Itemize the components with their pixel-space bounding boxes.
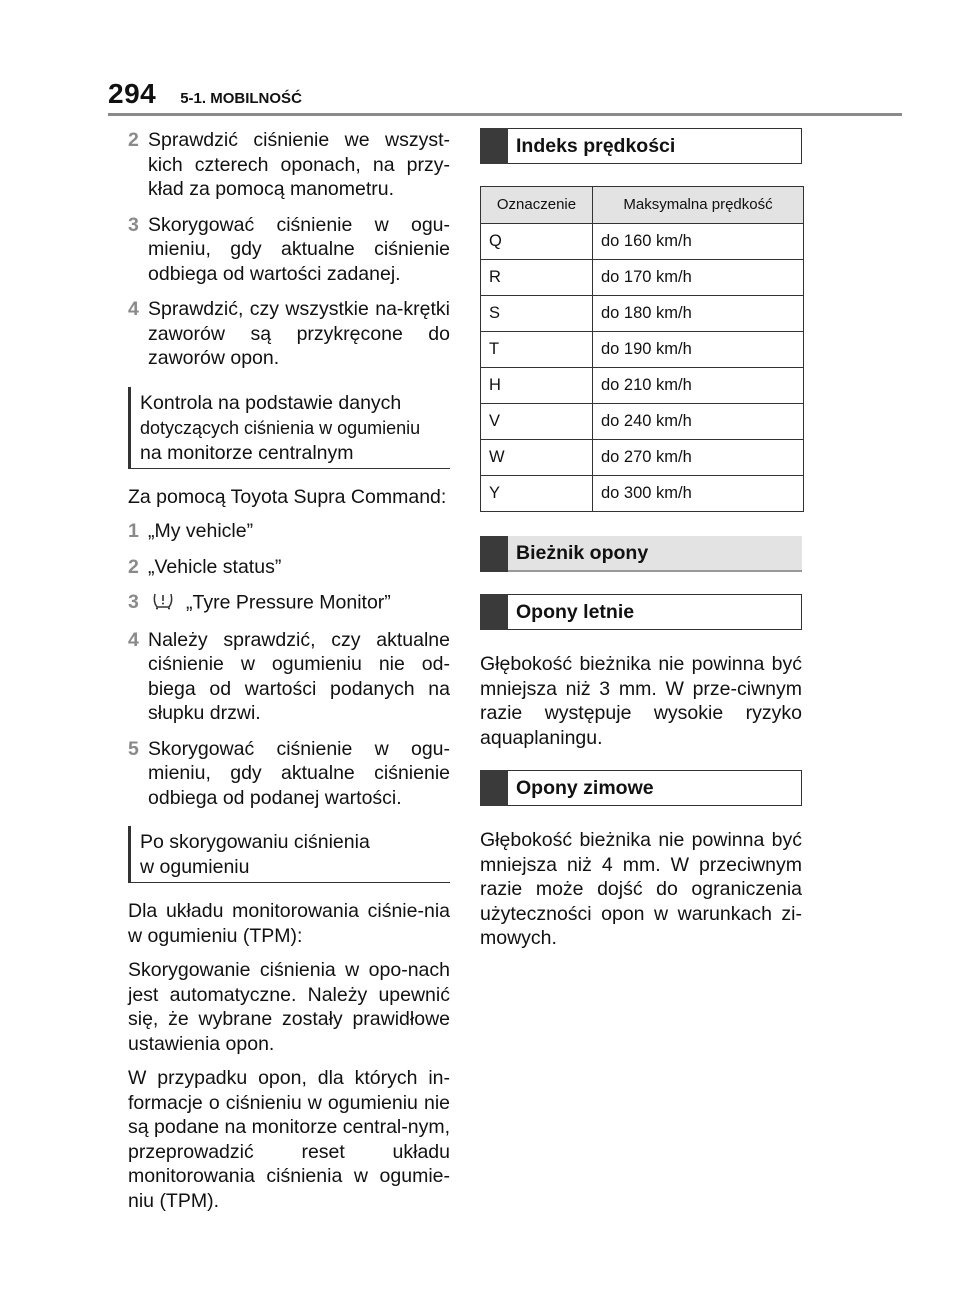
table-cell: do 270 km/h bbox=[593, 440, 804, 476]
subsection-heading-after-correction bbox=[128, 826, 450, 883]
step-number: 4 bbox=[128, 298, 139, 320]
header-divider bbox=[108, 113, 902, 116]
tyre-warning-icon bbox=[152, 590, 174, 617]
step-item bbox=[128, 737, 450, 811]
step-text: Należy sprawdzić, czy aktualne ciśnienie w ogumieniu nie od-biega od wartości podanych na słupku drzwi. bbox=[148, 628, 450, 724]
table-row bbox=[481, 260, 804, 296]
step-item bbox=[128, 213, 450, 287]
table-row bbox=[481, 476, 804, 512]
heading-label: Indeks prędkości bbox=[508, 128, 802, 164]
column-header: Oznaczenie bbox=[481, 187, 593, 224]
heading-label: Bieżnik opony bbox=[508, 536, 802, 572]
table-cell: R bbox=[481, 260, 593, 296]
winter-tyres-text: Głębokość bieżnika nie powinna być mniejsza niż 4 mm. W przeciwnym razie może dojść do ograniczenia użyteczności opon w warunkach zi-mowych. bbox=[480, 829, 802, 949]
step-text: „Vehicle status” bbox=[148, 555, 282, 578]
table-cell: do 170 km/h bbox=[593, 260, 804, 296]
table-cell: do 210 km/h bbox=[593, 368, 804, 404]
heading-label: Opony letnie bbox=[508, 594, 802, 630]
table-cell: Y bbox=[481, 476, 593, 512]
subsection-line: Po skorygowaniu ciśnienia bbox=[140, 831, 370, 853]
heading-marker bbox=[480, 128, 508, 164]
page-number: 294 bbox=[108, 78, 157, 109]
column-header: Maksymalna prędkość bbox=[593, 187, 804, 224]
page-header bbox=[108, 78, 302, 110]
table-row bbox=[481, 296, 804, 332]
speed-index-table bbox=[480, 186, 804, 512]
paragraph: Dla układu monitorowania ciśnie-nia w ogumieniu (TPM): bbox=[128, 900, 450, 947]
subsection-line: Kontrola na podstawie danych bbox=[140, 391, 402, 414]
step-item bbox=[128, 628, 450, 726]
table-row bbox=[481, 404, 804, 440]
heading-marker bbox=[480, 594, 508, 630]
step-text: „Tyre Pressure Monitor” bbox=[186, 591, 391, 614]
table-cell: T bbox=[481, 332, 593, 368]
table-row bbox=[481, 368, 804, 404]
table-cell: do 240 km/h bbox=[593, 404, 804, 440]
step-number: 2 bbox=[128, 129, 139, 151]
left-column bbox=[128, 128, 450, 1223]
speed-index-heading bbox=[480, 128, 802, 164]
summer-tyres-text: Głębokość bieżnika nie powinna być mniejsza niż 3 mm. W prze-ciwnym razie występuje wysokie ryzyko aquaplaningu. bbox=[480, 653, 802, 749]
step-text: Skorygować ciśnienie w ogu-mieniu, gdy aktualne ciśnienie odbiega od podanej wartości. bbox=[148, 737, 450, 809]
step-item bbox=[128, 297, 450, 371]
step-number: 1 bbox=[128, 520, 139, 542]
step-number: 3 bbox=[128, 591, 139, 613]
step-text: Sprawdzić, czy wszystkie na-krętki zaworów są przykręcone do zaworów opon. bbox=[148, 298, 450, 369]
paragraph: Skorygowanie ciśnienia w opo-nach jest automatyczne. Należy upewnić się, że wybrane zostały prawidłowe ustawienia opon. bbox=[128, 959, 450, 1055]
subsection-line: w ogumieniu bbox=[140, 856, 250, 878]
step-item bbox=[128, 590, 450, 617]
table-header-row bbox=[481, 187, 804, 224]
tread-heading bbox=[480, 536, 802, 572]
table-cell: do 300 km/h bbox=[593, 476, 804, 512]
subsection-line: dotyczących ciśnienia w ogumieniu bbox=[140, 417, 421, 438]
table-cell: do 160 km/h bbox=[593, 224, 804, 260]
table-cell: H bbox=[481, 368, 593, 404]
heading-label: Opony zimowe bbox=[508, 770, 802, 806]
table-row bbox=[481, 332, 804, 368]
step-number: 4 bbox=[128, 628, 139, 651]
table-row bbox=[481, 440, 804, 476]
winter-tyres-heading bbox=[480, 770, 802, 806]
table-row bbox=[481, 224, 804, 260]
step-number: 2 bbox=[128, 555, 139, 578]
subsection-heading-central-monitor bbox=[128, 387, 450, 469]
step-item bbox=[128, 519, 450, 544]
subsection-line: na monitorze centralnym bbox=[140, 441, 354, 464]
step-item bbox=[128, 555, 450, 580]
heading-marker bbox=[480, 770, 508, 806]
summer-tyres-heading bbox=[480, 594, 802, 630]
table-cell: W bbox=[481, 440, 593, 476]
table-cell: do 180 km/h bbox=[593, 296, 804, 332]
table-cell: S bbox=[481, 296, 593, 332]
step-text: Skorygować ciśnienie w ogu-mieniu, gdy aktualne ciśnienie odbiega od wartości zadanej. bbox=[148, 213, 450, 285]
step-number: 5 bbox=[128, 737, 139, 760]
step-number: 3 bbox=[128, 213, 139, 236]
step-text: Sprawdzić ciśnienie we wszyst-kich czterech oponach, na przy-kład za pomocą manometru. bbox=[148, 129, 450, 200]
table-cell: V bbox=[481, 404, 593, 440]
step-text: „My vehicle” bbox=[148, 520, 254, 542]
table-cell: Q bbox=[481, 224, 593, 260]
intro-text: Za pomocą Toyota Supra Command: bbox=[128, 485, 447, 508]
right-column bbox=[480, 128, 802, 961]
paragraph: W przypadku opon, dla których in-formacje o ciśnieniu w ogumieniu nie są podane na monitorze central-nym, przeprowadzić reset układu monitorowania ciśnienia w ogumie-niu (TPM). bbox=[128, 1067, 450, 1212]
section-title: 5-1. MOBILNOŚĆ bbox=[180, 90, 302, 107]
heading-marker bbox=[480, 536, 508, 572]
table-cell: do 190 km/h bbox=[593, 332, 804, 368]
step-item bbox=[128, 128, 450, 202]
